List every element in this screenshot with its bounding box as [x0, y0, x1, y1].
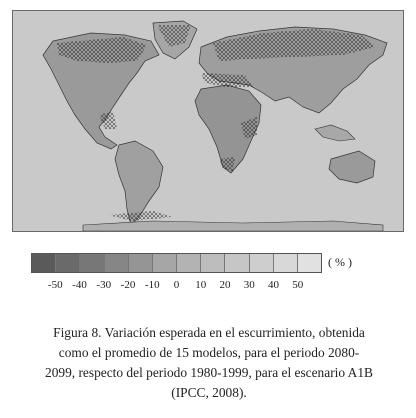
legend-tick-label: -50	[47, 279, 63, 291]
legend-tick-label: 10	[195, 279, 207, 291]
legend-color-cell	[274, 254, 298, 272]
legend-tick-label: -40	[72, 279, 87, 291]
legend-color-cell	[153, 254, 177, 272]
figure-caption	[14, 323, 404, 403]
world-map-svg	[13, 11, 403, 231]
legend-tick-label: 50	[292, 279, 304, 291]
legend-tick-label: -20	[120, 279, 136, 291]
legend-color-cell	[32, 254, 56, 272]
legend-tick-label: -30	[96, 279, 112, 291]
legend-color-cell	[129, 254, 153, 272]
legend-color-cell	[225, 254, 249, 272]
color-scale-legend	[31, 253, 353, 275]
antarctica	[83, 221, 383, 231]
legend-unit-label: ( % )	[328, 255, 352, 269]
caption-line: Figura 8. Variación esperada en el escurrimiento, obtenida	[53, 325, 365, 340]
legend-tick-label: 40	[268, 279, 279, 291]
legend-color-cell	[201, 254, 225, 272]
legend-color-cell	[177, 254, 201, 272]
legend-color-cell	[298, 254, 321, 272]
legend-tick-label: 30	[243, 279, 255, 291]
caption-line: (IPCC, 2008).	[171, 385, 247, 400]
legend-tick-label: -10	[144, 279, 160, 291]
caption-line: 2099, respecto del periodo 1980-1999, para el escenario A1B	[45, 365, 373, 380]
legend-tick-label: 20	[219, 279, 231, 291]
legend-color-cell	[80, 254, 104, 272]
legend-color-cell	[250, 254, 274, 272]
color-scale-bar	[31, 253, 322, 273]
legend-color-cell	[105, 254, 129, 272]
legend-color-cell	[56, 254, 80, 272]
legend-tick-label: 0	[173, 279, 180, 291]
world-runoff-map	[12, 10, 404, 232]
caption-line: como el promedio de 15 modelos, para el periodo 2080-	[58, 345, 360, 360]
